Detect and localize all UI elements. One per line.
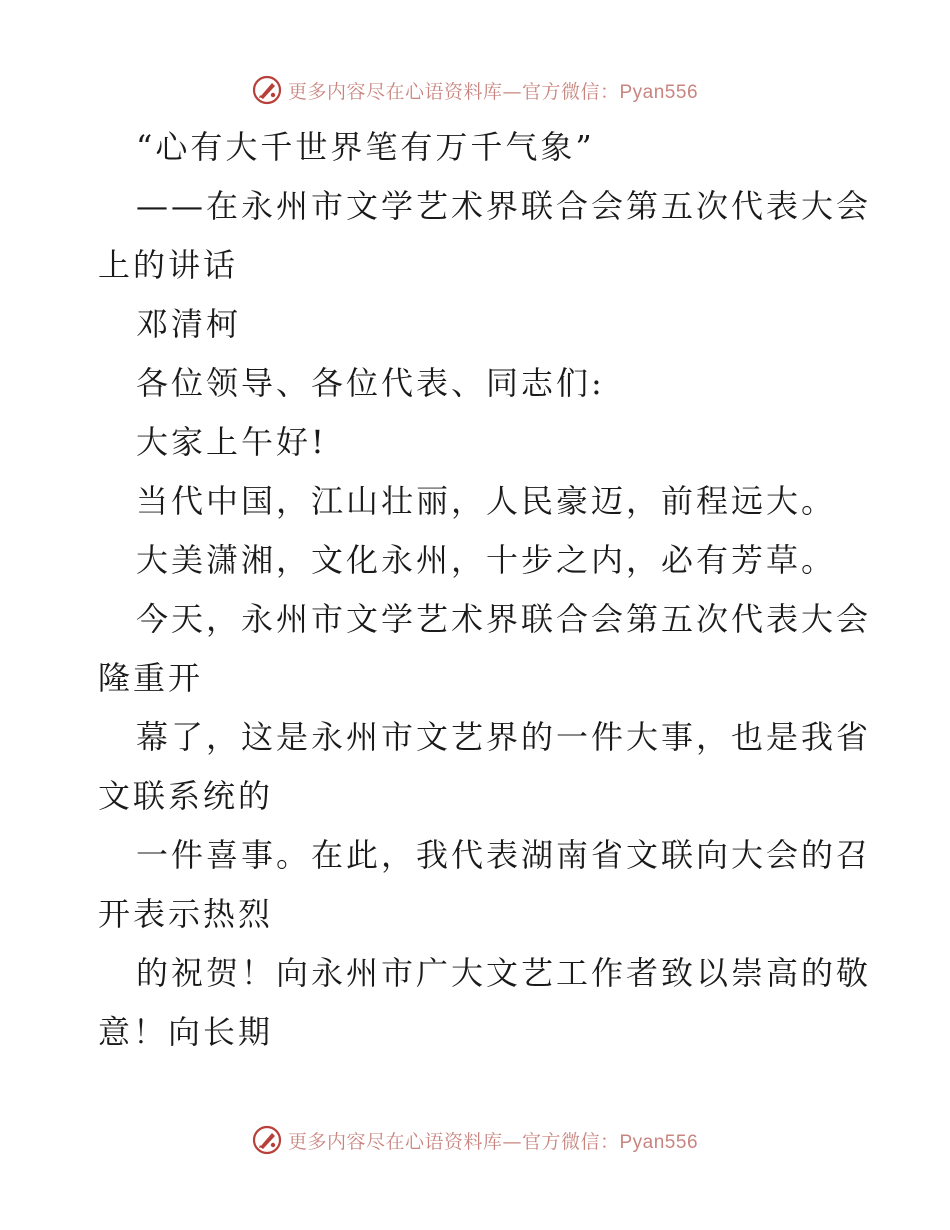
text-line: 大家上午好! [136,423,327,461]
text-line: 各位领导、各位代表、同志们: [136,364,605,402]
text-line: 邓清柯 [136,305,242,343]
text-line: 一件喜事。在此，我代表湖南省文联向大会的召 [136,836,872,874]
watermark-text: 更多内容尽在心语资料库—官方微信： [287,1130,620,1153]
watermark-handle: Pyan556 [619,81,699,103]
text-line: 的祝贺！向永州市广大文艺工作者致以崇高的敬 [136,954,872,992]
watermark-text: 更多内容尽在心语资料库—官方微信： [287,80,620,103]
text-line: 今天，永州市文学艺术界联合会第五次代表大会 [136,600,872,638]
text-line: 意！向长期 [98,1013,274,1051]
text-line: 大美潇湘，文化永州，十步之内，必有芳草。 [136,541,837,579]
text-line: 幕了，这是永州市文艺界的一件大事，也是我省 [136,718,872,756]
text-line: 隆重开 [98,659,204,697]
quill-pen-seal-icon [252,1125,282,1155]
text-line: 上的讲话 [98,246,239,284]
text-line: “心有大千世界笔有万千气象” [136,128,595,166]
text-line: 文联系统的 [98,777,274,815]
quill-pen-seal-icon [252,75,282,105]
watermark-footer [0,1120,950,1160]
watermark-header [0,70,950,110]
text-line: 当代中国，江山壮丽，人民豪迈，前程远大。 [136,482,837,520]
watermark-handle: Pyan556 [619,1131,699,1153]
text-line: ——在永州市文学艺术界联合会第五次代表大会 [136,187,872,225]
text-line: 开表示热烈 [98,895,274,933]
document-body [98,118,872,1062]
